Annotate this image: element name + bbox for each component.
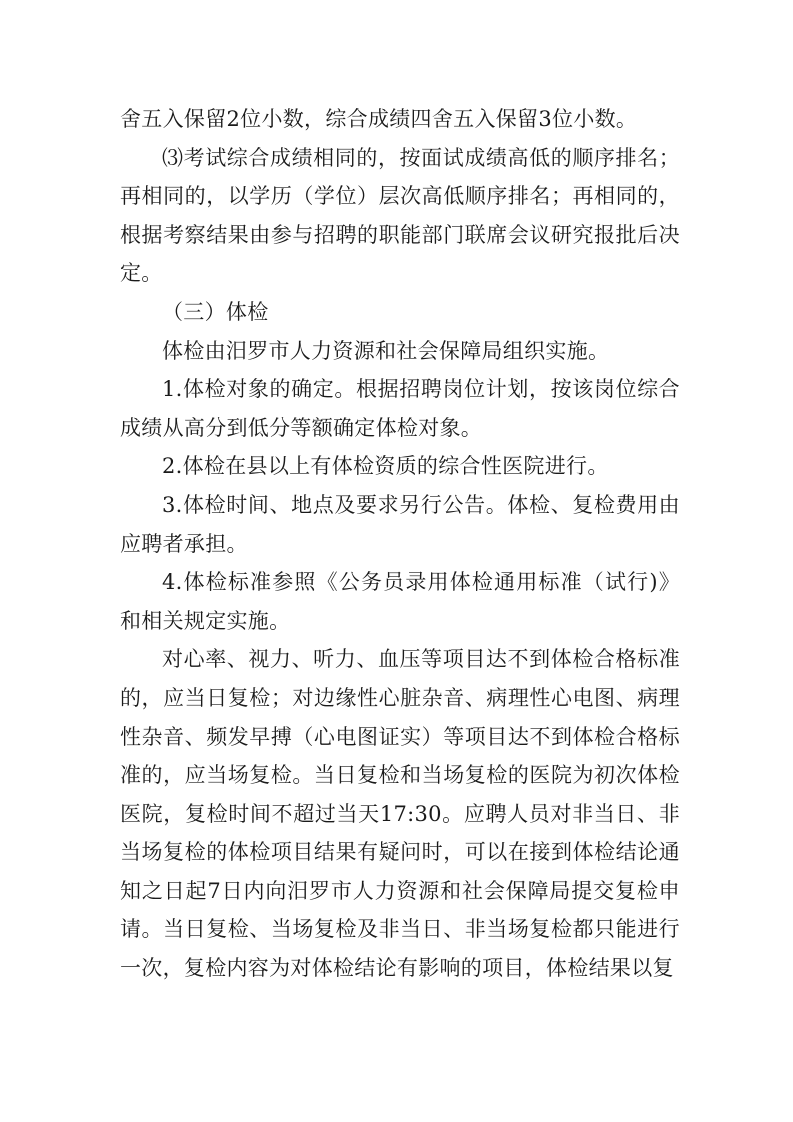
paragraph-exam-item-3: 3.体检时间、地点及要求另行公告。体检、复检费用由应聘者承担。 (120, 492, 680, 556)
paragraph-recheck-rules: 对心率、视力、听力、血压等项目达不到体检合格标准的，应当日复检；对边缘性心脏杂音、病理性心电图、病理性杂音、频发早搏（心电图证实）等项目达不到体检合格标准的，应当场复检。当日复检和当场复检的医院为初次体检医院，复检时间不超过当天17:30。应聘人员对非当日、非当场复检的体检项目结果有疑问时，可以在接到体检结论通知之日起7日内向汨罗市人力资源和社会保障局提交复检申请。当日复检、当场复检及非当日、非当场复检都只能进行一次，复检内容为对体检结论有影响的项目，体检结果以复 (120, 647, 680, 981)
document-body (120, 100, 680, 988)
paragraph-exam-item-1: 1.体检对象的确定。根据招聘岗位计划，按该岗位综合成绩从高分到低分等额确定体检对象。 (120, 377, 680, 440)
paragraph-tie-break-rule: ⑶考试综合成绩相同的，按面试成绩高低的顺序排名；再相同的，以学历（学位）层次高低顺序排名；再相同的，根据考察结果由参与招聘的职能部门联席会议研究报批后决定。 (120, 145, 680, 286)
paragraph-score-rounding: 舍五入保留2位小数，综合成绩四舍五入保留3位小数。 (120, 107, 638, 131)
section-heading-physical-exam: （三）体检 (162, 299, 269, 324)
paragraph-exam-organizer: 体检由汨罗市人力资源和社会保障局组织实施。 (162, 338, 610, 363)
paragraph-exam-item-2: 2.体检在县以上有体检资质的综合性医院进行。 (162, 454, 609, 479)
paragraph-exam-item-4: 4.体检标准参照《公务员录用体检通用标准（试行)》和相关规定实施。 (120, 570, 680, 633)
